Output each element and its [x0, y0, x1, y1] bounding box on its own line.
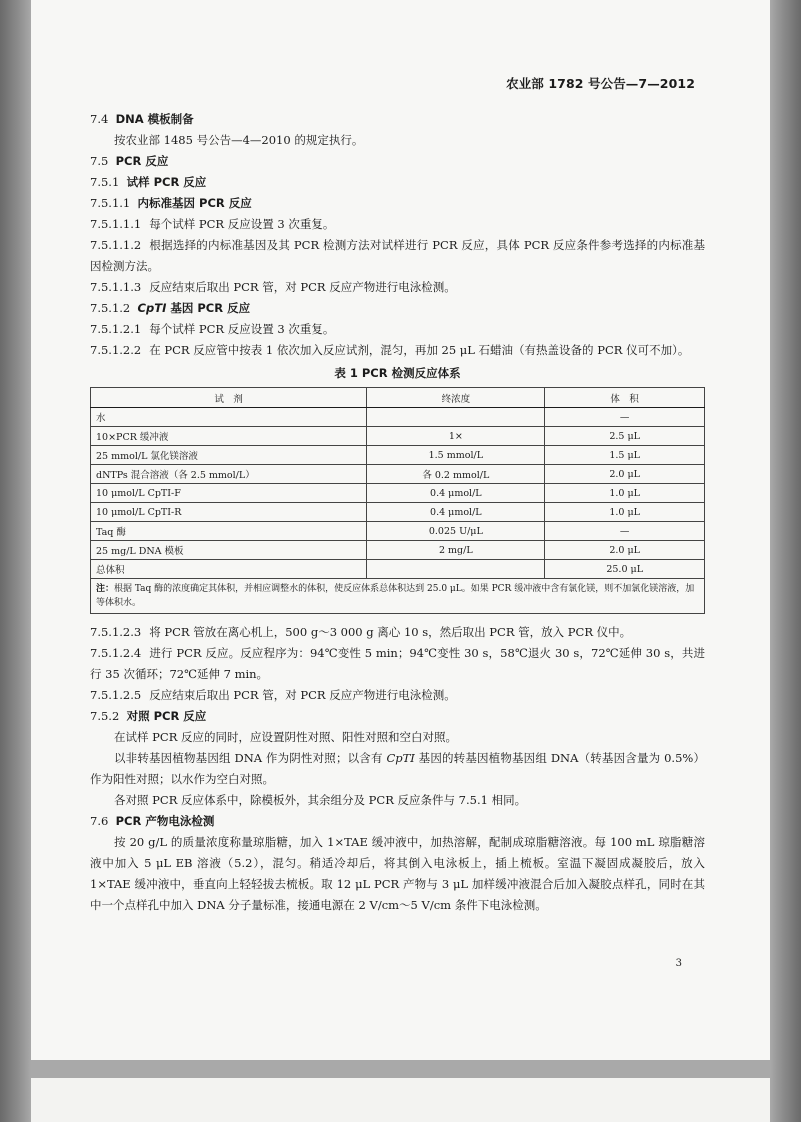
section-7-4: 7.4 DNA 模板制备 — [90, 112, 194, 126]
table-caption: 表 1 PCR 检测反应体系 — [334, 366, 461, 380]
next-page-edge — [31, 1078, 770, 1122]
reagent-cell: 水 — [91, 408, 367, 427]
concentration-cell — [367, 560, 545, 579]
section-7-5-1-2: 7.5.1.2 CpTI 基因 PCR 反应 — [90, 301, 251, 315]
paragraph-7-5-1-2-3: 7.5.1.2.3 将 PCR 管放在离心机上，500 g～3 000 g 离心 10 s，然后取出 PCR 管，放入 PCR 仪中。 — [90, 625, 632, 639]
section-7-5-1-1: 7.5.1.1 内标准基因 PCR 反应 — [90, 196, 252, 210]
paragraph: 按 20 g/L 的质量浓度称量琼脂糖，加入 1×TAE 缓冲液中，加热溶解，配制成琼脂糖溶液。每 100 mL 琼脂糖溶液中加入 5 μL EB 溶液（5.2），混匀。稍适冷却后，将其倒入电泳板上，插上梳板。室温下凝固成凝胶后，放入 1×TAE 缓冲液中，垂直向上轻轻拔去梳板。取 12 μL PCR 产物与 3 μL 加样缓冲液混合后加入凝胶点样孔，同时在其中一个点样孔中加入 DNA 分子量标准，接通电源在 2 V/cm～5 V/cm 条件下电泳检测。 — [90, 835, 705, 912]
section-7-5: 7.5 PCR 反应 — [90, 154, 169, 168]
volume-cell: 2.0 μL — [545, 465, 705, 484]
reagent-cell: 10 μmol/L CpTI-R — [91, 503, 367, 522]
table-row — [91, 522, 705, 541]
paragraph-7-5-1-1-1: 7.5.1.1.1 每个试样 PCR 反应设置 3 次重复。 — [90, 217, 335, 231]
table-row — [91, 427, 705, 446]
column-header-volume: 体 积 — [545, 388, 705, 408]
volume-cell: 1.5 μL — [545, 446, 705, 465]
paragraph-7-5-1-2-4: 7.5.1.2.4 进行 PCR 反应。反应程序为：94℃变性 5 min；94℃变性 30 s，58℃退火 30 s，72℃延伸 30 s，共进行 35 次循环；72℃延伸 7 min。 — [90, 646, 705, 681]
reagent-cell: 25 mmol/L 氯化镁溶液 — [91, 446, 367, 465]
column-header-reagent: 试 剂 — [91, 388, 367, 408]
reagent-cell: Taq 酶 — [91, 522, 367, 541]
paragraph-7-5-1-2-2: 7.5.1.2.2 在 PCR 反应管中按表 1 依次加入反应试剂，混匀，再加 25 μL 石蜡油（有热盖设备的 PCR 仪可不加）。 — [90, 343, 690, 357]
concentration-cell — [367, 408, 545, 427]
section-7-5-1: 7.5.1 试样 PCR 反应 — [90, 175, 207, 189]
table-row — [91, 541, 705, 560]
table-row — [91, 446, 705, 465]
reagent-cell: 25 mg/L DNA 模板 — [91, 541, 367, 560]
table-row — [91, 408, 705, 427]
document-body — [90, 109, 705, 916]
volume-cell: — — [545, 408, 705, 427]
pcr-reaction-table — [90, 387, 705, 614]
reagent-cell: 10×PCR 缓冲液 — [91, 427, 367, 446]
table-header-row — [91, 388, 705, 408]
volume-cell: 25.0 μL — [545, 560, 705, 579]
concentration-cell: 各 0.2 mmol/L — [367, 465, 545, 484]
paragraph-7-5-1-2-5: 7.5.1.2.5 反应结束后取出 PCR 管，对 PCR 反应产物进行电泳检测。 — [90, 688, 456, 702]
table-note: 注：根据 Taq 酶的浓度确定其体积，并相应调整水的体积，使反应体系总体积达到 25.0 μL。如果 PCR 缓冲液中含有氯化镁，则不加氯化镁溶液，加等体积水。 — [91, 579, 705, 614]
page-number: 3 — [675, 958, 682, 969]
document-page — [31, 0, 770, 1060]
reagent-cell: 总体积 — [91, 560, 367, 579]
paragraph-7-5-1-2-1: 7.5.1.2.1 每个试样 PCR 反应设置 3 次重复。 — [90, 322, 335, 336]
table-row — [91, 484, 705, 503]
paragraph: 各对照 PCR 反应体系中，除模板外，其余组分及 PCR 反应条件与 7.5.1 相同。 — [114, 793, 527, 807]
paragraph-7-5-1-1-2: 7.5.1.1.2 根据选择的内标准基因及其 PCR 检测方法对试样进行 PCR 反应，具体 PCR 反应条件参考选择的内标准基因检测方法。 — [90, 238, 705, 273]
volume-cell: — — [545, 522, 705, 541]
column-header-concentration: 终浓度 — [367, 388, 545, 408]
section-7-6: 7.6 PCR 产物电泳检测 — [90, 814, 215, 828]
table-row — [91, 503, 705, 522]
volume-cell: 1.0 μL — [545, 503, 705, 522]
document-header: 农业部 1782 号公告—7—2012 — [506, 76, 695, 91]
concentration-cell: 1× — [367, 427, 545, 446]
volume-cell: 2.5 μL — [545, 427, 705, 446]
paragraph: 以非转基因植物基因组 DNA 作为阴性对照；以含有 CpTI 基因的转基因植物基因组 DNA（转基因含量为 0.5%）作为阳性对照；以水作为空白对照。 — [90, 751, 705, 786]
paragraph: 在试样 PCR 反应的同时，应设置阴性对照、阳性对照和空白对照。 — [114, 730, 458, 744]
reagent-cell: 10 μmol/L CpTI-F — [91, 484, 367, 503]
concentration-cell: 0.4 μmol/L — [367, 503, 545, 522]
volume-cell: 2.0 μL — [545, 541, 705, 560]
volume-cell: 1.0 μL — [545, 484, 705, 503]
concentration-cell: 0.025 U/μL — [367, 522, 545, 541]
reagent-cell: dNTPs 混合溶液（各 2.5 mmol/L） — [91, 465, 367, 484]
table-row — [91, 465, 705, 484]
table-note-row — [91, 579, 705, 614]
table-row — [91, 560, 705, 579]
paragraph-7-5-1-1-3: 7.5.1.1.3 反应结束后取出 PCR 管，对 PCR 反应产物进行电泳检测。 — [90, 280, 456, 294]
concentration-cell: 2 mg/L — [367, 541, 545, 560]
concentration-cell: 0.4 μmol/L — [367, 484, 545, 503]
paragraph: 按农业部 1485 号公告—4—2010 的规定执行。 — [114, 133, 364, 147]
section-7-5-2: 7.5.2 对照 PCR 反应 — [90, 709, 207, 723]
concentration-cell: 1.5 mmol/L — [367, 446, 545, 465]
